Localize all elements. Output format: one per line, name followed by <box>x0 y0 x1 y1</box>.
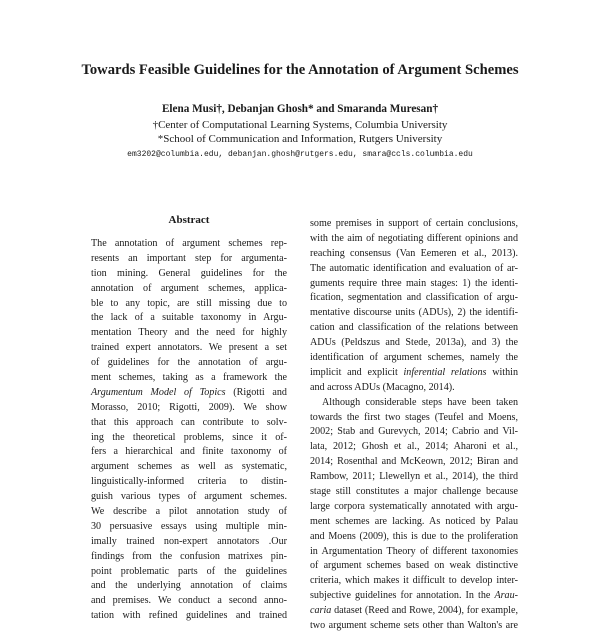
paper-title: Towards Feasible Guidelines for the Annotation of Argument Schemes <box>81 62 519 78</box>
body-line: of argument schemes based on weak distinctive <box>310 560 518 572</box>
body-line: two argument scheme sets other than Walton's are <box>310 620 518 632</box>
abstract-line: argument schemes as well as systematic, <box>91 461 287 473</box>
author-emails: em3202@columbia.edu, debanjan.ghosh@rutgers.edu, smara@ccls.columbia.edu <box>127 150 473 159</box>
body-line: Rambow, 2011; Llewellyn et al., 2014), the third <box>310 471 518 483</box>
abstract-line: ing the theoretical problems, since it of- <box>91 431 287 443</box>
body-line: reaching consensus (Van Eemeren et al., 2013). <box>310 247 518 259</box>
body-line: 2014; Rosenthal and McKeown, 2012; Biran and <box>310 456 518 468</box>
body-line: and Moens (2009), this is due to the proliferation <box>310 530 518 542</box>
abstract-line: annotation of argument schemes, applica- <box>91 282 287 294</box>
abstract-line: ment schemes, taking as a framework the <box>91 372 287 384</box>
abstract-line: and premises. We conduct a second anno- <box>91 595 287 607</box>
body-line: The automatic identification and evaluation of ar- <box>310 262 518 274</box>
abstract-line: findings from the confusion matrixes pin- <box>91 550 287 562</box>
araucaria-italic: caria <box>310 605 332 617</box>
abstract-line: trained expert annotators. We present a set <box>91 342 287 354</box>
abstract-line: Morasso, 2010; Rigotti, 2009). We show <box>91 401 287 413</box>
body-line: ment schemes are lacking. As noticed by Palau <box>310 515 518 527</box>
body-line: mentative discourse units (ADUs), 2) the identifi- <box>310 307 518 319</box>
abstract-line: of guidelines for the annotation of argu- <box>91 357 287 369</box>
body-line-araucaria-start <box>310 589 518 604</box>
amt-italic: Argumentum Model of Topics <box>91 386 226 398</box>
affiliation-columbia: †Center of Computational Learning Systems, Columbia University <box>152 119 448 131</box>
author-list: Elena Musi†, Debanjan Ghosh* and Smaranda Muresan† <box>161 103 439 115</box>
abstract-line: tation with refined guidelines and trained <box>91 610 287 622</box>
abstract-line: resents an important step for argumenta- <box>91 252 287 264</box>
abstract-line: guish various types of argument schemes. <box>91 491 287 503</box>
body-line: fication, segmentation and classification of argu- <box>310 292 518 304</box>
abstract-heading: Abstract <box>168 214 210 226</box>
affiliation-rutgers: *School of Communication and Information, Rutgers University <box>157 133 443 145</box>
introduction-body <box>310 217 518 634</box>
body-line: ADUs (Peldszus and Stede, 2013a), and 3) the <box>310 337 518 349</box>
amt-citation: (Rigotti and <box>225 386 287 398</box>
body-line: identification of argument schemes, namely the <box>310 352 518 364</box>
line-text: dataset (Reed and Rowe, 2004), for example, <box>331 605 518 617</box>
abstract-line: fers a hierarchical and finite taxonomy of <box>91 446 287 458</box>
body-line: some premises in support of certain conclusions, <box>310 218 518 229</box>
body-line: stage still constitutes a major challenge because <box>310 486 518 498</box>
abstract-line-amt <box>91 386 287 401</box>
body-line: towards the first two stages (Teufel and Moens, <box>310 411 518 423</box>
line-text: subjective guidelines for annotation. In the <box>310 590 491 602</box>
abstract-line: point problematic parts of the guidelines <box>91 565 287 577</box>
body-line: lata, 2012; Ghosh et al., 2014; Aharoni et al., <box>310 441 518 453</box>
body-line: with the aim of negotiating different opinions and <box>310 232 518 244</box>
body-line: in Argumentation Theory of different taxonomies <box>310 545 518 557</box>
body-line: guments require three main stages: 1) the identi- <box>310 277 518 289</box>
abstract-line: The annotation of argument schemes rep- <box>91 238 287 249</box>
abstract-line: linguistically-informed criteria to distin- <box>91 476 287 488</box>
abstract-line: We describe a pilot annotation study of <box>91 506 287 518</box>
abstract-line: imally trained non-expert annotators .Our <box>91 535 287 547</box>
inferential-italic: inferential relations <box>403 366 487 378</box>
body-line: and across ADUs (Macagno, 2014). <box>310 381 455 393</box>
abstract-line: tion mining. General guidelines for the <box>91 267 287 279</box>
abstract-line: and the underlying annotation of claims <box>91 580 287 592</box>
line-text: within <box>486 366 518 378</box>
body-line-inferential <box>310 366 518 381</box>
body-line: cation and classification of the relations between <box>310 322 518 334</box>
body-line: criteria, which makes it difficult to develop inter- <box>310 575 518 587</box>
abstract-line: mentation Theory and the need for highly <box>91 327 287 339</box>
body-line-araucaria-end <box>310 604 518 619</box>
body-line: Although considerable steps have been taken <box>322 396 518 408</box>
abstract-body <box>91 237 287 624</box>
body-line: 2002; Stab and Gurevych, 2014; Cabrio and Vil- <box>310 426 518 438</box>
abstract-line: the lack of a suitable taxonomy in Argu- <box>91 312 287 324</box>
abstract-line: 30 persuasive essays using multiple min- <box>91 520 287 532</box>
abstract-line: that this approach can contribute to solv- <box>91 416 287 428</box>
abstract-line: ble to any topic, are still missing due to <box>91 297 287 309</box>
line-text: implicit and explicit <box>310 366 404 378</box>
body-line: large corpora systematically annotated with argu- <box>310 500 518 512</box>
araucaria-italic: Arau- <box>494 590 518 602</box>
